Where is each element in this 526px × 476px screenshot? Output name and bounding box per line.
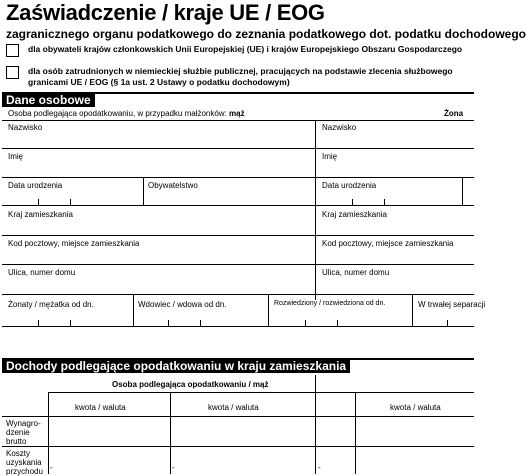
- public-service-option[interactable]: [6, 66, 476, 90]
- row-line: [2, 264, 474, 265]
- section-income-header: Dochody podlegające opodatkowaniu w kraju zamieszkania: [2, 360, 350, 373]
- costs-label: Koszty uzyskania przychodu: [6, 449, 43, 476]
- taxpayer-spouse-label: Osoba podlegająca opodatkowaniu, w przypadku małżonków: mąż: [8, 109, 245, 118]
- eu-citizen-checkbox[interactable]: [6, 44, 19, 57]
- cell-divider: [268, 294, 269, 326]
- cell-divider: [133, 294, 134, 326]
- cell-divider: [412, 294, 413, 326]
- citizenship-label: Obywatelstwo: [148, 181, 198, 190]
- row-line: [2, 294, 474, 295]
- costs-dash: -: [50, 463, 53, 472]
- row-line: [2, 120, 474, 121]
- public-service-label-line2: granicami UE / EOG (§ 1a ust. 2 Ustawy o podatku dochodowym): [28, 77, 290, 87]
- wife-column-label: Żona: [444, 109, 464, 118]
- postal-label: Kod pocztowy, miejsce zamieszkania: [8, 239, 140, 248]
- amount-currency-header: kwota / waluta: [390, 403, 441, 412]
- public-service-checkbox[interactable]: [6, 66, 19, 79]
- row-line: [2, 446, 474, 447]
- row-line: [2, 416, 474, 417]
- cell-divider: [462, 177, 463, 205]
- divorced-since-label: Rozwiedziony / rozwiedziona od dn.: [274, 300, 386, 307]
- row-line: [2, 148, 474, 149]
- country-label: Kraj zamieszkania: [8, 210, 73, 219]
- gross-wages-label: Wynagro- dzenie brutto: [6, 419, 41, 446]
- street-label: Ulica, numer domu: [8, 268, 76, 277]
- income-column-divider: [315, 375, 316, 474]
- income-label-divider: [48, 392, 49, 474]
- income-cell-divider: [170, 392, 171, 474]
- surname-label: Nazwisko: [8, 123, 43, 132]
- section-personal-data-header: Dane osobowe: [2, 94, 95, 107]
- wife-country-label: Kraj zamieszkania: [322, 210, 387, 219]
- wife-surname-label: Nazwisko: [322, 123, 357, 132]
- costs-dash: -: [172, 463, 175, 472]
- income-cell-divider: [355, 392, 356, 474]
- amount-currency-header: kwota / waluta: [208, 403, 259, 412]
- public-service-label-line1: dla osób zatrudnionych w niemieckiej służbie publicznej, pracujących na podstawie zlecenia służbowego: [28, 66, 453, 76]
- birth-date-label: Data urodzenia: [8, 181, 63, 190]
- wife-first-name-label: Imię: [322, 152, 338, 161]
- row-line: [2, 235, 474, 236]
- costs-dash: -: [318, 463, 321, 472]
- eu-citizen-label: dla obywateli krajów członkowskich Unii Europejskiej (UE) i krajów Europejskiego Obszaru Gospodarczego: [28, 44, 463, 54]
- eu-citizen-option[interactable]: [6, 44, 476, 58]
- taxpayer-husband-header: Osoba podlegająca opodatkowaniu / mąż: [112, 380, 269, 389]
- wife-postal-label: Kod pocztowy, miejsce zamieszkania: [322, 239, 454, 248]
- first-name-label: Imię: [8, 152, 24, 161]
- row-line: [48, 392, 474, 393]
- amount-currency-header: kwota / waluta: [75, 403, 126, 412]
- wife-birth-date-label: Data urodzenia: [322, 181, 377, 190]
- row-line: [2, 205, 474, 206]
- form-title: Zaświadczenie / kraje UE / EOG: [6, 0, 325, 25]
- column-divider: [315, 120, 316, 300]
- widowed-since-label: Wdowiec / wdowa od dn.: [138, 300, 227, 309]
- row-line: [2, 326, 474, 327]
- wife-street-label: Ulica, numer domu: [322, 268, 390, 277]
- cell-divider: [143, 177, 144, 205]
- form-subtitle: zagranicznego organu podatkowego do zeznania podatkowego dot. podatku dochodowego: [6, 27, 526, 41]
- separated-label: W trwałej separacji: [418, 300, 486, 309]
- married-since-label: Żonaty / mężatka od dn.: [8, 300, 94, 309]
- row-line: [2, 177, 474, 178]
